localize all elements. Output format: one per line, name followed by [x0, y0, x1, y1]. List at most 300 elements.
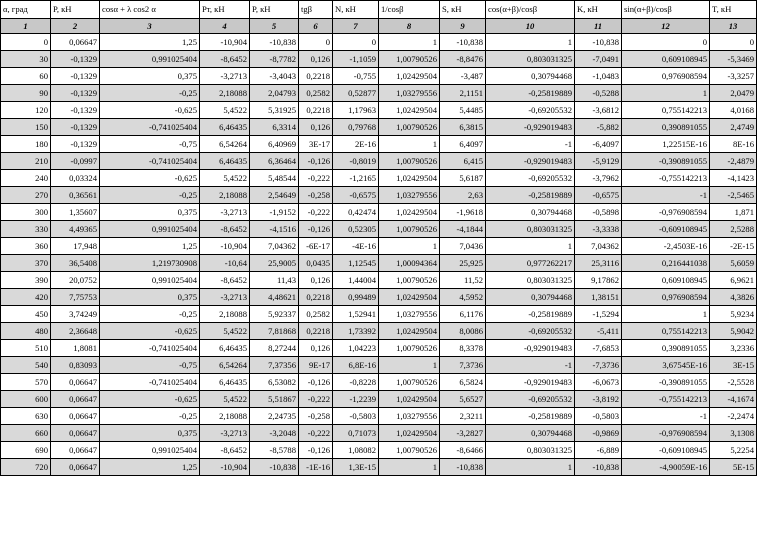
- table-cell: 2,63: [440, 187, 486, 204]
- table-cell: -8,6466: [440, 442, 486, 459]
- table-cell: -3,3338: [575, 221, 622, 238]
- table-cell: -0,625: [100, 102, 200, 119]
- table-cell: -5,3469: [710, 51, 757, 68]
- table-cell: 6,415: [440, 153, 486, 170]
- table-cell: 1,00790526: [379, 51, 440, 68]
- table-cell: -6E-17: [299, 238, 333, 255]
- table-cell: 11,52: [440, 272, 486, 289]
- table-cell: -0,69205532: [486, 102, 575, 119]
- table-cell: -0,222: [299, 425, 333, 442]
- table-cell: 630: [1, 408, 51, 425]
- table-cell: 2,18088: [200, 306, 250, 323]
- table-cell: 8,27244: [250, 340, 299, 357]
- table-cell: 660: [1, 425, 51, 442]
- table-cell: -2,4879: [710, 153, 757, 170]
- table-cell: -0,755: [333, 68, 379, 85]
- table-cell: 3E-17: [299, 136, 333, 153]
- table-cell: 36,5408: [51, 255, 100, 272]
- table-cell: 1: [379, 357, 440, 374]
- table-cell: 1,12545: [333, 255, 379, 272]
- table-cell: 0,2582: [299, 306, 333, 323]
- table-cell: 0,2218: [299, 68, 333, 85]
- table-cell: 210: [1, 153, 51, 170]
- table-row: [1, 306, 757, 323]
- table-cell: 1,03279556: [379, 85, 440, 102]
- table-cell: -0,976908594: [622, 204, 710, 221]
- table-cell: 0,30794468: [486, 68, 575, 85]
- table-cell: 1,00790526: [379, 221, 440, 238]
- table-cell: 0,991025404: [100, 221, 200, 238]
- table-cell: 1,00790526: [379, 119, 440, 136]
- table-cell: 60: [1, 68, 51, 85]
- table-cell: 0: [1, 34, 51, 51]
- table-cell: 0,755142213: [622, 102, 710, 119]
- table-row: [1, 340, 757, 357]
- table-cell: 1,52941: [333, 306, 379, 323]
- table-cell: 0,803031325: [486, 51, 575, 68]
- column-number: 1: [1, 19, 51, 34]
- table-cell: -2,5528: [710, 374, 757, 391]
- column-header: T, кН: [710, 1, 757, 19]
- table-cell: -7,0491: [575, 51, 622, 68]
- table-row: [1, 153, 757, 170]
- table-cell: 1,35607: [51, 204, 100, 221]
- table-cell: -0,1329: [51, 51, 100, 68]
- table-cell: 6,46435: [200, 340, 250, 357]
- table-cell: 1: [622, 306, 710, 323]
- table-cell: -0,126: [299, 374, 333, 391]
- table-cell: 7,04362: [250, 238, 299, 255]
- table-cell: 0,375: [100, 425, 200, 442]
- column-number: 2: [51, 19, 100, 34]
- table-cell: 8,3378: [440, 340, 486, 357]
- table-cell: 0,99489: [333, 289, 379, 306]
- table-cell: -4E-16: [333, 238, 379, 255]
- table-cell: 6,3815: [440, 119, 486, 136]
- table-cell: 0,2582: [299, 85, 333, 102]
- table-cell: 7,37356: [250, 357, 299, 374]
- table-cell: 0,06647: [51, 391, 100, 408]
- table-cell: 0,83093: [51, 357, 100, 374]
- table-cell: -1,0483: [575, 68, 622, 85]
- table-cell: -0,25819889: [486, 408, 575, 425]
- table-cell: 5,4522: [200, 323, 250, 340]
- table-row: [1, 289, 757, 306]
- table-cell: 0,375: [100, 289, 200, 306]
- table-cell: 0,803031325: [486, 221, 575, 238]
- table-cell: 0,126: [299, 272, 333, 289]
- table-cell: -1,9152: [250, 204, 299, 221]
- table-cell: 7,04362: [575, 238, 622, 255]
- table-cell: -1: [486, 357, 575, 374]
- table-cell: 0,36561: [51, 187, 100, 204]
- column-header: K, кН: [575, 1, 622, 19]
- table-cell: -1: [486, 136, 575, 153]
- table-cell: -1,5294: [575, 306, 622, 323]
- table-cell: -3,4043: [250, 68, 299, 85]
- table-cell: 0,2218: [299, 323, 333, 340]
- column-number: 9: [440, 19, 486, 34]
- table-cell: -3,6812: [575, 102, 622, 119]
- table-cell: 1,08082: [333, 442, 379, 459]
- column-number: 6: [299, 19, 333, 34]
- table-cell: 720: [1, 459, 51, 476]
- table-cell: 0,375: [100, 68, 200, 85]
- table-cell: 0,390891055: [622, 340, 710, 357]
- table-cell: -0,222: [299, 204, 333, 221]
- table-cell: 1,3E-15: [333, 459, 379, 476]
- table-row: [1, 425, 757, 442]
- column-header: Pт, кН: [200, 1, 250, 19]
- table-cell: -3,2713: [200, 289, 250, 306]
- table-cell: -6,4097: [575, 136, 622, 153]
- table-cell: 1,00790526: [379, 374, 440, 391]
- table-cell: -0,741025404: [100, 153, 200, 170]
- table-cell: 5,51867: [250, 391, 299, 408]
- table-cell: 1,22515E-16: [622, 136, 710, 153]
- table-cell: -0,1329: [51, 136, 100, 153]
- table-cell: -8,6452: [200, 221, 250, 238]
- table-cell: 0,803031325: [486, 442, 575, 459]
- table-row: [1, 442, 757, 459]
- table-cell: -1,2165: [333, 170, 379, 187]
- column-number: 10: [486, 19, 575, 34]
- table-cell: -1: [622, 187, 710, 204]
- table-row: [1, 34, 757, 51]
- table-cell: 0,06647: [51, 374, 100, 391]
- table-cell: 1,02429504: [379, 170, 440, 187]
- table-cell: 1,25: [100, 34, 200, 51]
- column-number: 5: [250, 19, 299, 34]
- table-cell: 0,126: [299, 51, 333, 68]
- header-row: [1, 1, 757, 19]
- table-cell: 2,24735: [250, 408, 299, 425]
- table-cell: -2E-15: [710, 238, 757, 255]
- table-cell: 2,4749: [710, 119, 757, 136]
- table-cell: 2,36648: [51, 323, 100, 340]
- table-cell: -10,838: [440, 34, 486, 51]
- column-number: 4: [200, 19, 250, 34]
- table-cell: -1,9618: [440, 204, 486, 221]
- table-cell: -8,6452: [200, 272, 250, 289]
- table-cell: 0,0435: [299, 255, 333, 272]
- table-cell: 3,2336: [710, 340, 757, 357]
- table-cell: 8,0086: [440, 323, 486, 340]
- table-cell: 0,30794468: [486, 204, 575, 221]
- table-cell: 5,6187: [440, 170, 486, 187]
- table-cell: 1,219730908: [100, 255, 200, 272]
- table-cell: 0: [299, 34, 333, 51]
- table-cell: 270: [1, 187, 51, 204]
- table-cell: -3,2827: [440, 425, 486, 442]
- table-cell: 0,52305: [333, 221, 379, 238]
- column-number: 8: [379, 19, 440, 34]
- table-cell: -0,8228: [333, 374, 379, 391]
- table-cell: 5E-15: [710, 459, 757, 476]
- table-cell: -0,25: [100, 408, 200, 425]
- table-cell: 20,0752: [51, 272, 100, 289]
- table-cell: 450: [1, 306, 51, 323]
- table-cell: 2,0479: [710, 85, 757, 102]
- table-cell: 5,92337: [250, 306, 299, 323]
- table-cell: -4,1844: [440, 221, 486, 238]
- table-cell: 6,46435: [200, 374, 250, 391]
- table-cell: -0,222: [299, 170, 333, 187]
- table-row: [1, 221, 757, 238]
- table-cell: 0,126: [299, 119, 333, 136]
- table-cell: 5,31925: [250, 102, 299, 119]
- table-cell: 6,46435: [200, 119, 250, 136]
- table-cell: 3E-15: [710, 357, 757, 374]
- table-cell: 1,00094364: [379, 255, 440, 272]
- table-cell: 1: [379, 238, 440, 255]
- table-cell: 5,6527: [440, 391, 486, 408]
- table-cell: -7,6853: [575, 340, 622, 357]
- table-cell: -0,741025404: [100, 374, 200, 391]
- table-cell: 0: [622, 34, 710, 51]
- table-cell: 510: [1, 340, 51, 357]
- table-cell: 1,03279556: [379, 306, 440, 323]
- table-cell: 4,5952: [440, 289, 486, 306]
- table-cell: 1,02429504: [379, 323, 440, 340]
- table-cell: 0,06647: [51, 34, 100, 51]
- table-cell: 0,06647: [51, 459, 100, 476]
- table-cell: 2,04793: [250, 85, 299, 102]
- column-number: 13: [710, 19, 757, 34]
- table-cell: 6,3314: [250, 119, 299, 136]
- table-cell: -6,889: [575, 442, 622, 459]
- table-cell: -0,222: [299, 391, 333, 408]
- table-cell: 0,30794468: [486, 289, 575, 306]
- table-cell: -3,8192: [575, 391, 622, 408]
- table-cell: -0,929019483: [486, 340, 575, 357]
- column-header: cos(α+β)/cosβ: [486, 1, 575, 19]
- table-cell: 1,03279556: [379, 408, 440, 425]
- column-number: 11: [575, 19, 622, 34]
- table-cell: -4,90059E-16: [622, 459, 710, 476]
- table-row: [1, 323, 757, 340]
- table-cell: -0,755142213: [622, 391, 710, 408]
- table-cell: -0,741025404: [100, 119, 200, 136]
- table-cell: -10,838: [250, 459, 299, 476]
- column-header: sin(α+β)/cosβ: [622, 1, 710, 19]
- table-cell: -0,25: [100, 85, 200, 102]
- table-cell: 25,9005: [250, 255, 299, 272]
- table-cell: 0,390891055: [622, 119, 710, 136]
- table-cell: 4,3826: [710, 289, 757, 306]
- column-header: S, кН: [440, 1, 486, 19]
- table-cell: -0,6575: [575, 187, 622, 204]
- table-cell: 540: [1, 357, 51, 374]
- table-cell: -0,625: [100, 323, 200, 340]
- table-cell: 0,991025404: [100, 442, 200, 459]
- column-number: 3: [100, 19, 200, 34]
- table-cell: -0,1329: [51, 68, 100, 85]
- table-cell: -0,625: [100, 170, 200, 187]
- column-header: tgβ: [299, 1, 333, 19]
- table-cell: 17,948: [51, 238, 100, 255]
- table-cell: 600: [1, 391, 51, 408]
- table-cell: -0,390891055: [622, 374, 710, 391]
- table-row: [1, 68, 757, 85]
- table-cell: -0,25: [100, 306, 200, 323]
- table-cell: 420: [1, 289, 51, 306]
- table-cell: -0,25819889: [486, 85, 575, 102]
- table-cell: -0,976908594: [622, 425, 710, 442]
- table-cell: 0,2218: [299, 102, 333, 119]
- table-cell: 2,3211: [440, 408, 486, 425]
- column-header: α, град: [1, 1, 51, 19]
- table-cell: -0,126: [299, 153, 333, 170]
- table-cell: 6,8E-16: [333, 357, 379, 374]
- table-cell: 25,3116: [575, 255, 622, 272]
- table-cell: 1,25: [100, 459, 200, 476]
- table-cell: -0,69205532: [486, 391, 575, 408]
- table-cell: -0,75: [100, 357, 200, 374]
- table-cell: 2,18088: [200, 85, 250, 102]
- table-cell: -3,2713: [200, 204, 250, 221]
- table-cell: -10,904: [200, 238, 250, 255]
- column-number: 12: [622, 19, 710, 34]
- table-cell: 1: [486, 238, 575, 255]
- table-cell: 0: [710, 34, 757, 51]
- table-cell: 3,1308: [710, 425, 757, 442]
- table-cell: -0,258: [299, 187, 333, 204]
- table-cell: 1,73392: [333, 323, 379, 340]
- table-cell: 6,4097: [440, 136, 486, 153]
- table-cell: -3,7962: [575, 170, 622, 187]
- table-cell: 1,44004: [333, 272, 379, 289]
- column-header: P, кН: [250, 1, 299, 19]
- table-cell: -0,258: [299, 408, 333, 425]
- table-cell: 1,02429504: [379, 204, 440, 221]
- table-cell: 6,5824: [440, 374, 486, 391]
- table-cell: -0,5288: [575, 85, 622, 102]
- table-cell: -0,390891055: [622, 153, 710, 170]
- table-cell: 370: [1, 255, 51, 272]
- table-cell: -0,609108945: [622, 442, 710, 459]
- table-cell: -0,25819889: [486, 187, 575, 204]
- table-cell: -1,1059: [333, 51, 379, 68]
- table-cell: -10,838: [250, 34, 299, 51]
- table-row: [1, 459, 757, 476]
- table-cell: 6,40969: [250, 136, 299, 153]
- table-cell: -10,64: [200, 255, 250, 272]
- table-cell: -2,4503E-16: [622, 238, 710, 255]
- table-cell: -0,929019483: [486, 153, 575, 170]
- table-cell: -0,25: [100, 187, 200, 204]
- table-cell: 1,03279556: [379, 187, 440, 204]
- table-cell: 5,9234: [710, 306, 757, 323]
- table-cell: 5,4485: [440, 102, 486, 119]
- table-cell: 4,49365: [51, 221, 100, 238]
- table-cell: -5,882: [575, 119, 622, 136]
- table-cell: 0,06647: [51, 425, 100, 442]
- column-header: P, кН: [51, 1, 100, 19]
- table-cell: -0,126: [299, 442, 333, 459]
- table-cell: 0,976908594: [622, 289, 710, 306]
- table-cell: 2,54649: [250, 187, 299, 204]
- table-row: [1, 255, 757, 272]
- table-cell: 1: [486, 34, 575, 51]
- table-row: [1, 136, 757, 153]
- table-row: [1, 238, 757, 255]
- table-cell: 7,0436: [440, 238, 486, 255]
- table-cell: -0,126: [299, 221, 333, 238]
- table-cell: 5,4522: [200, 391, 250, 408]
- table-cell: 6,1176: [440, 306, 486, 323]
- table-cell: -1,2239: [333, 391, 379, 408]
- table-cell: 0,755142213: [622, 323, 710, 340]
- table-row: [1, 391, 757, 408]
- table-cell: 0,06647: [51, 442, 100, 459]
- table-cell: 4,0168: [710, 102, 757, 119]
- table-cell: -8,6452: [200, 442, 250, 459]
- table-cell: 9,17862: [575, 272, 622, 289]
- table-cell: 6,54264: [200, 357, 250, 374]
- table-cell: -4,1674: [710, 391, 757, 408]
- table-cell: -2,2474: [710, 408, 757, 425]
- table-cell: 8E-16: [710, 136, 757, 153]
- table-cell: 2,1151: [440, 85, 486, 102]
- table-cell: -5,9129: [575, 153, 622, 170]
- table-cell: 5,9042: [710, 323, 757, 340]
- table-cell: 1,00790526: [379, 340, 440, 357]
- table-cell: 6,54264: [200, 136, 250, 153]
- column-number: 7: [333, 19, 379, 34]
- table-cell: 570: [1, 374, 51, 391]
- table-cell: 5,4522: [200, 170, 250, 187]
- table-cell: -0,0997: [51, 153, 100, 170]
- table-cell: 1,00790526: [379, 153, 440, 170]
- table-row: [1, 102, 757, 119]
- table-cell: -0,5803: [333, 408, 379, 425]
- table-row: [1, 374, 757, 391]
- table-cell: -0,5803: [575, 408, 622, 425]
- table-cell: 1,02429504: [379, 289, 440, 306]
- table-cell: -0,25819889: [486, 306, 575, 323]
- table-cell: 0,42474: [333, 204, 379, 221]
- table-cell: 0,991025404: [100, 272, 200, 289]
- table-cell: -2,5465: [710, 187, 757, 204]
- table-cell: -8,8476: [440, 51, 486, 68]
- table-cell: 1: [486, 459, 575, 476]
- table-cell: 1,25: [100, 238, 200, 255]
- table-cell: 240: [1, 170, 51, 187]
- table-cell: 1,00790526: [379, 442, 440, 459]
- table-cell: 120: [1, 102, 51, 119]
- table-cell: 390: [1, 272, 51, 289]
- table-cell: 4,48621: [250, 289, 299, 306]
- table-cell: -0,741025404: [100, 340, 200, 357]
- table-row: [1, 187, 757, 204]
- table-body: [1, 34, 757, 476]
- table-cell: 0,976908594: [622, 68, 710, 85]
- table-cell: -3,2048: [250, 425, 299, 442]
- table-cell: 0,06647: [51, 408, 100, 425]
- table-cell: 6,36464: [250, 153, 299, 170]
- table-row: [1, 357, 757, 374]
- table-cell: -8,6452: [200, 51, 250, 68]
- column-header: cosα + λ cos2 α: [100, 1, 200, 19]
- table-cell: 1,02429504: [379, 425, 440, 442]
- table-cell: -4,1423: [710, 170, 757, 187]
- table-cell: 9E-17: [299, 357, 333, 374]
- table-cell: 1,17963: [333, 102, 379, 119]
- table-cell: 1,8081: [51, 340, 100, 357]
- table-cell: -3,487: [440, 68, 486, 85]
- table-cell: 2E-16: [333, 136, 379, 153]
